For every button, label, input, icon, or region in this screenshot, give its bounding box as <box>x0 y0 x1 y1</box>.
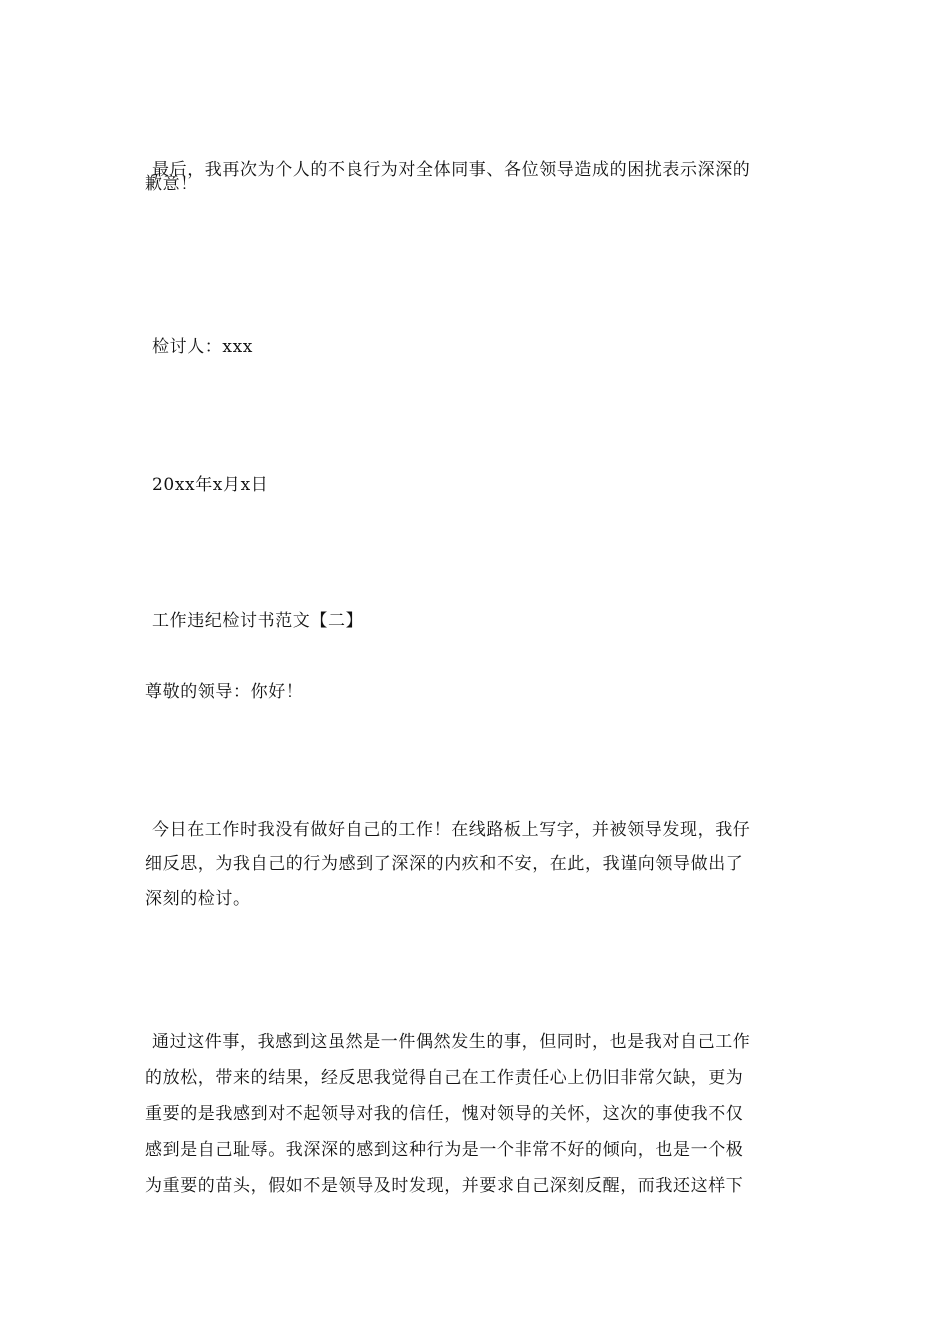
closing-paragraph-line: 最后，我再次为个人的不良行为对全体同事、各位领导造成的困扰表示深深的 <box>152 160 751 180</box>
closing-paragraph-line: 歉意！ <box>145 174 198 194</box>
paragraph-2-line: 的放松，带来的结果，经反思我觉得自己在工作责任心上仍旧非常欠缺，更为 <box>145 1068 744 1088</box>
section-title: 工作违纪检讨书范文【二】 <box>152 611 364 631</box>
paragraph-1-line: 今日在工作时我没有做好自己的工作！在线路板上写字，并被领导发现，我仔 <box>152 820 751 840</box>
paragraph-2-line: 感到是自己耻辱。我深深的感到这种行为是一个非常不好的倾向，也是一个极 <box>145 1140 744 1160</box>
date-line: 20xx年x月x日 <box>152 475 269 495</box>
paragraph-2-line: 为重要的苗头，假如不是领导及时发现，并要求自己深刻反醒，而我还这样下 <box>145 1176 744 1196</box>
paragraph-2-line: 通过这件事，我感到这虽然是一件偶然发生的事，但同时，也是我对自己工作 <box>152 1032 751 1052</box>
paragraph-2-line: 重要的是我感到对不起领导对我的信任，愧对领导的关怀，这次的事使我不仅 <box>145 1104 744 1124</box>
salutation: 尊敬的领导：你好！ <box>145 682 304 702</box>
paragraph-1-line: 深刻的检讨。 <box>145 889 251 909</box>
signature-line: 检讨人：xxx <box>152 337 253 357</box>
paragraph-1-line: 细反思，为我自己的行为感到了深深的内疚和不安，在此，我谨向领导做出了 <box>145 854 744 874</box>
